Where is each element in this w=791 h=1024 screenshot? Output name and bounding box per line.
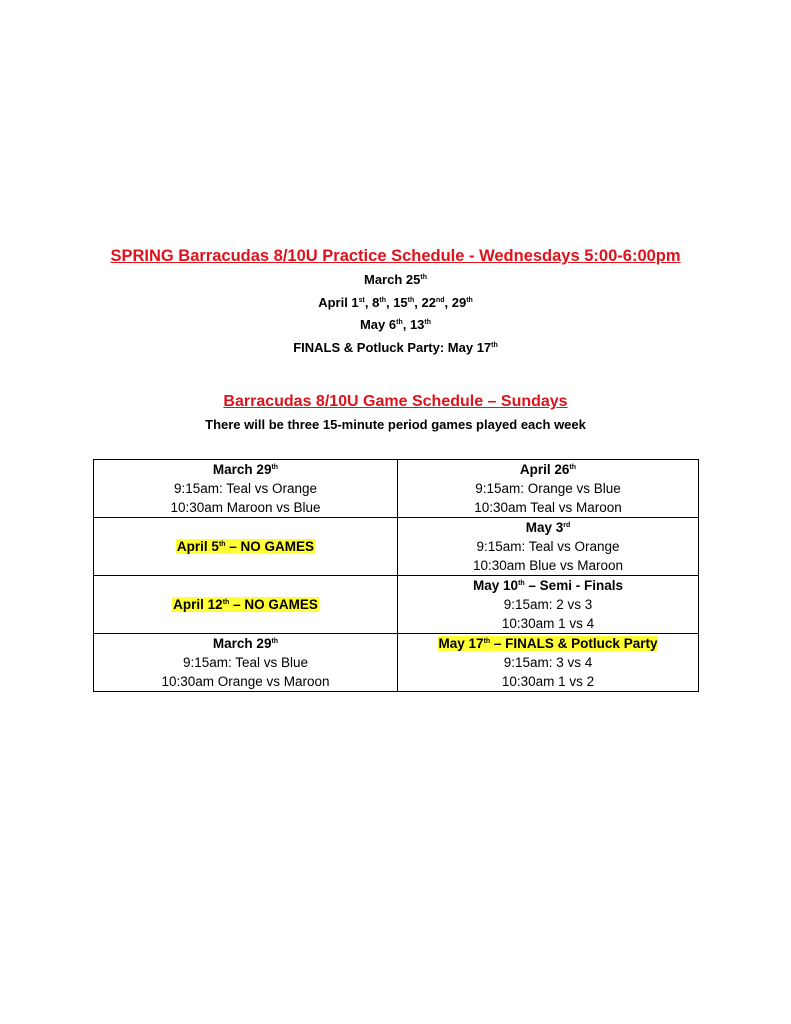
game-date [398,634,698,653]
game-date: May 3rd [525,520,571,535]
game-2: 10:30am 1 vs 2 [501,674,595,689]
game-date: April 26th [519,462,577,477]
game-schedule-intro: There will be three 15-minute period games played each week [205,417,586,432]
game-1: 9:15am: Teal vs Orange [173,481,318,496]
game-date: May 10th – Semi - Finals [473,578,623,593]
practice-date-line-3: May 6th, 13th [359,317,432,332]
schedule-cell [398,634,699,692]
no-games-notice: April 5th – NO GAMES [176,539,315,554]
game-2: 10:30am Blue vs Maroon [472,558,624,573]
schedule-cell [398,460,699,518]
game-2: 10:30am 1 vs 4 [501,616,595,631]
practice-date-line-2: April 1st, 8th, 15th, 22nd, 29th [318,295,473,310]
schedule-cell [94,518,398,576]
game-schedule-table [93,459,699,692]
game-date: March 29th [212,636,279,651]
game-1: 9:15am: 3 vs 4 [503,655,593,670]
table-row [94,576,699,634]
game-schedule-title: Barracudas 8/10U Game Schedule – Sundays [223,393,568,410]
game-2: 10:30am Orange vs Maroon [161,674,330,689]
schedule-cell [94,576,398,634]
finals-highlight: May 17th – FINALS & Potluck Party [438,636,658,651]
schedule-cell [94,634,398,692]
practice-date-line-1: March 25th [364,272,427,287]
game-1: 9:15am: Orange vs Blue [475,481,621,496]
game-2: 10:30am Teal vs Maroon [474,500,622,515]
table-row [94,460,699,518]
game-1: 9:15am: Teal vs Blue [182,655,309,670]
schedule-cell [94,460,398,518]
table-row [94,518,699,576]
game-1: 9:15am: Teal vs Orange [476,539,620,554]
practice-finals-line: FINALS & Potluck Party: May 17th [293,340,498,355]
game-date: March 29th [212,462,279,477]
schedule-cell [398,518,699,576]
practice-schedule-title: SPRING Barracudas 8/10U Practice Schedule - Wednesdays 5:00-6:00pm [110,247,681,265]
table-row [94,634,699,692]
game-1: 9:15am: 2 vs 3 [503,597,593,612]
schedule-cell [398,576,699,634]
no-games-notice: April 12th – NO GAMES [173,597,318,612]
game-2: 10:30am Maroon vs Blue [170,500,321,515]
